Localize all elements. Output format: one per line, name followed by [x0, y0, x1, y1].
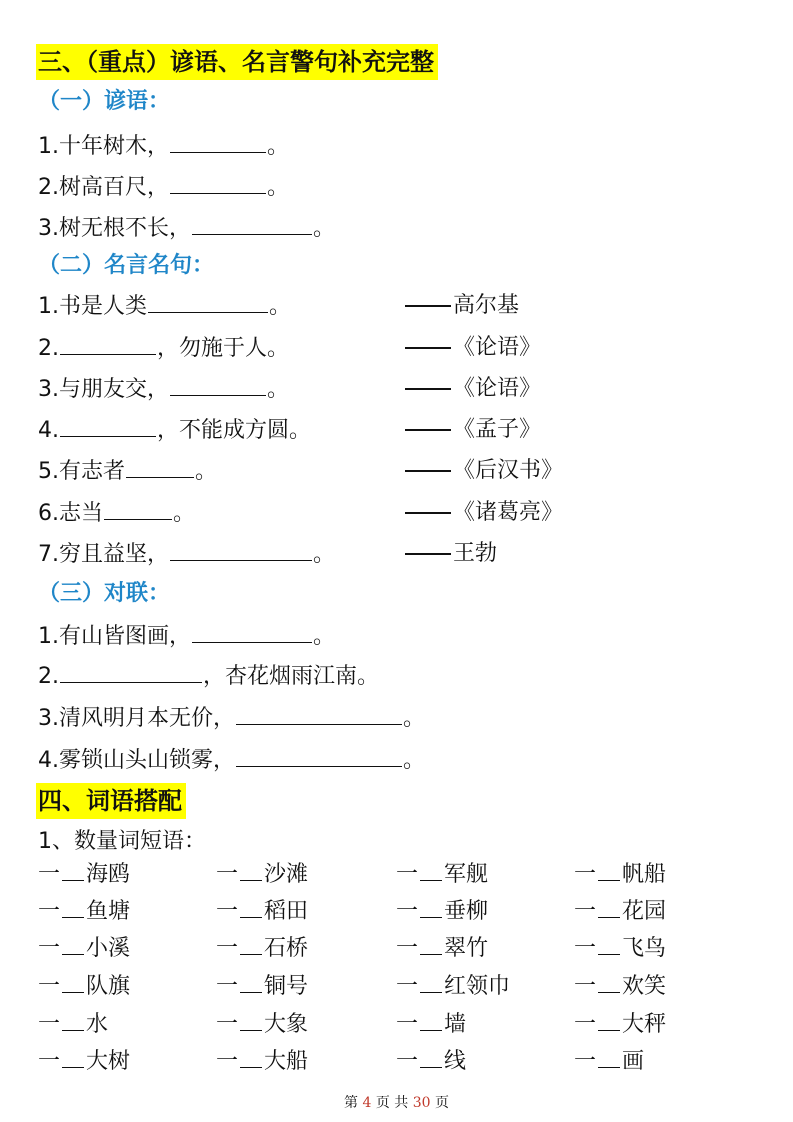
measure-word-blank[interactable]: [240, 1010, 262, 1031]
measure-word-item: [396, 972, 510, 1002]
noun: 墙: [444, 1012, 467, 1037]
measure-word-subtitle: 1、数量词短语：: [38, 829, 206, 854]
measure-word-item: [396, 934, 488, 964]
quote-attribution: [405, 414, 541, 446]
line-suffix: ，不能成方圆。: [157, 418, 312, 443]
numeral-yi: 一: [396, 862, 419, 887]
em-dash: [405, 429, 451, 431]
numeral-yi: 一: [38, 974, 61, 999]
answer-blank[interactable]: [60, 332, 156, 355]
numeral-yi: 一: [38, 899, 61, 924]
noun: 翠竹: [444, 936, 489, 961]
line-prefix: 7.穷且益坚，: [38, 542, 169, 567]
measure-word-blank[interactable]: [598, 972, 620, 993]
page-footer: [0, 1092, 793, 1112]
numeral-yi: 一: [574, 974, 597, 999]
fill-blank-line: [38, 744, 425, 776]
fill-blank-line: [38, 290, 291, 322]
numeral-yi: 一: [38, 1049, 61, 1074]
line-prefix: 2.: [38, 664, 59, 689]
measure-word-item: [38, 1047, 130, 1077]
noun: 帆船: [622, 862, 667, 887]
numeral-yi: 一: [574, 862, 597, 887]
quotes-title: （二）名言名句：: [38, 253, 215, 278]
quote-attribution: [405, 290, 519, 322]
line-suffix: ，杏花烟雨江南。: [203, 664, 380, 689]
footer-mid: 页 共: [375, 1095, 409, 1111]
answer-blank[interactable]: [192, 212, 312, 235]
noun: 队旗: [86, 974, 131, 999]
measure-word-blank[interactable]: [240, 897, 262, 918]
line-prefix: 1.十年树木，: [38, 134, 169, 159]
line-prefix: 3.清风明月本无价，: [38, 706, 235, 731]
numeral-yi: 一: [216, 1049, 239, 1074]
numeral-yi: 一: [216, 1012, 239, 1037]
measure-word-blank[interactable]: [240, 1047, 262, 1068]
measure-word-item: [574, 1047, 644, 1077]
quote-attribution: [405, 455, 563, 487]
measure-word-item: [216, 897, 308, 927]
answer-blank[interactable]: [236, 744, 402, 767]
quote-author: 高尔基: [453, 293, 520, 318]
answer-blank[interactable]: [60, 660, 202, 683]
measure-word-blank[interactable]: [62, 897, 84, 918]
numeral-yi: 一: [396, 936, 419, 961]
footer-post: 页: [435, 1095, 449, 1111]
measure-word-blank[interactable]: [420, 897, 442, 918]
line-suffix: 。: [173, 501, 196, 526]
noun: 花园: [622, 899, 667, 924]
answer-blank[interactable]: [170, 538, 312, 561]
section4-title: 四、词语搭配: [36, 783, 186, 819]
quote-author: 《诸葛亮》: [453, 500, 564, 525]
measure-word-item: [574, 972, 666, 1002]
measure-word-blank[interactable]: [240, 934, 262, 955]
measure-word-blank[interactable]: [420, 972, 442, 993]
numeral-yi: 一: [574, 899, 597, 924]
section3-title: 三、（重点）谚语、名言警句补充完整: [36, 44, 438, 80]
measure-word-blank[interactable]: [420, 1047, 442, 1068]
line-suffix: 。: [269, 294, 292, 319]
line-prefix: 1.有山皆图画，: [38, 624, 191, 649]
line-suffix: 。: [313, 216, 336, 241]
answer-blank[interactable]: [148, 290, 268, 313]
line-prefix: 3.树无根不长，: [38, 216, 191, 241]
line-suffix: 。: [195, 459, 218, 484]
noun: 鱼塘: [86, 899, 131, 924]
numeral-yi: 一: [38, 862, 61, 887]
em-dash: [405, 347, 451, 349]
line-prefix: 4.: [38, 418, 59, 443]
fill-blank-line: [38, 332, 289, 364]
couplets-title: （三）对联：: [38, 581, 171, 606]
quote-attribution: [405, 538, 497, 570]
measure-word-item: [216, 972, 308, 1002]
fill-blank-line: [38, 171, 289, 203]
quote-author: 《后汉书》: [453, 458, 564, 483]
measure-word-item: [396, 897, 488, 927]
numeral-yi: 一: [38, 1012, 61, 1037]
measure-word-blank[interactable]: [62, 860, 84, 881]
em-dash: [405, 388, 451, 390]
measure-word-item: [574, 934, 666, 964]
answer-blank[interactable]: [236, 702, 402, 725]
measure-word-item: [38, 972, 130, 1002]
answer-blank[interactable]: [192, 620, 312, 643]
line-prefix: 5.有志者: [38, 459, 125, 484]
answer-blank[interactable]: [170, 373, 266, 396]
noun: 垂柳: [444, 899, 489, 924]
measure-word-item: [396, 860, 488, 890]
quote-author: 《孟子》: [453, 417, 542, 442]
numeral-yi: 一: [574, 1049, 597, 1074]
quote-attribution: [405, 373, 541, 405]
answer-blank[interactable]: [170, 171, 266, 194]
quote-author: 《论语》: [453, 376, 542, 401]
measure-word-item: [396, 1047, 466, 1077]
quote-attribution: [405, 332, 541, 364]
noun: 线: [444, 1049, 467, 1074]
noun: 飞鸟: [622, 936, 667, 961]
em-dash: [405, 470, 451, 472]
fill-blank-line: [38, 414, 311, 446]
fill-blank-line: [38, 130, 289, 162]
em-dash: [405, 512, 451, 514]
fill-blank-line: [38, 212, 335, 244]
fill-blank-line: [38, 620, 335, 652]
quote-author: 王勃: [453, 541, 498, 566]
line-prefix: 6.志当: [38, 501, 103, 526]
footer-pre: 第: [343, 1095, 358, 1111]
answer-blank[interactable]: [126, 455, 194, 478]
line-prefix: 1.书是人类: [38, 294, 147, 319]
line-prefix: 2.树高百尺，: [38, 175, 169, 200]
noun: 大树: [86, 1049, 131, 1074]
line-suffix: 。: [313, 542, 336, 567]
measure-word-blank[interactable]: [420, 1010, 442, 1031]
noun: 大船: [264, 1049, 309, 1074]
line-prefix: 4.雾锁山头山锁雾，: [38, 748, 235, 773]
answer-blank[interactable]: [60, 414, 156, 437]
measure-word-blank[interactable]: [598, 897, 620, 918]
measure-word-item: [38, 934, 130, 964]
measure-word-blank[interactable]: [240, 972, 262, 993]
line-suffix: 。: [267, 377, 290, 402]
numeral-yi: 一: [38, 936, 61, 961]
measure-word-blank[interactable]: [598, 1010, 620, 1031]
fill-blank-line: [38, 373, 289, 405]
quote-attribution: [405, 497, 563, 529]
noun: 红领巾: [444, 974, 511, 999]
noun: 石桥: [264, 936, 309, 961]
line-suffix: 。: [313, 624, 336, 649]
line-prefix: 2.: [38, 336, 59, 361]
footer-page-number: 4: [362, 1095, 372, 1111]
noun: 军舰: [444, 862, 489, 887]
numeral-yi: 一: [216, 899, 239, 924]
numeral-yi: 一: [216, 974, 239, 999]
fill-blank-line: [38, 455, 217, 487]
measure-word-item: [216, 934, 308, 964]
measure-word-item: [38, 897, 130, 927]
fill-blank-line: [38, 497, 195, 529]
answer-blank[interactable]: [170, 130, 266, 153]
quote-author: 《论语》: [453, 335, 542, 360]
em-dash: [405, 553, 451, 555]
noun: 沙滩: [264, 862, 309, 887]
noun: 水: [86, 1012, 109, 1037]
line-suffix: 。: [267, 175, 290, 200]
measure-word-blank[interactable]: [598, 1047, 620, 1068]
noun: 大秤: [622, 1012, 667, 1037]
measure-word-blank[interactable]: [598, 860, 620, 881]
measure-word-blank[interactable]: [598, 934, 620, 955]
fill-blank-line: [38, 702, 425, 734]
fill-blank-line: [38, 660, 379, 692]
measure-word-item: [216, 860, 308, 890]
measure-word-blank[interactable]: [420, 860, 442, 881]
numeral-yi: 一: [216, 936, 239, 961]
measure-word-blank[interactable]: [62, 934, 84, 955]
measure-word-item: [574, 860, 666, 890]
line-suffix: 。: [403, 748, 426, 773]
numeral-yi: 一: [396, 899, 419, 924]
measure-word-blank[interactable]: [62, 1047, 84, 1068]
line-suffix: 。: [403, 706, 426, 731]
line-prefix: 3.与朋友交，: [38, 377, 169, 402]
numeral-yi: 一: [216, 862, 239, 887]
numeral-yi: 一: [396, 1049, 419, 1074]
measure-word-blank[interactable]: [420, 934, 442, 955]
measure-word-item: [216, 1010, 308, 1040]
measure-word-item: [396, 1010, 466, 1040]
noun: 小溪: [86, 936, 131, 961]
noun: 画: [622, 1049, 645, 1074]
numeral-yi: 一: [574, 1012, 597, 1037]
line-suffix: ，勿施于人。: [157, 336, 290, 361]
noun: 大象: [264, 1012, 309, 1037]
numeral-yi: 一: [396, 1012, 419, 1037]
measure-word-blank[interactable]: [62, 1010, 84, 1031]
noun: 铜号: [264, 974, 309, 999]
measure-word-blank[interactable]: [62, 972, 84, 993]
line-suffix: 。: [267, 134, 290, 159]
numeral-yi: 一: [396, 974, 419, 999]
em-dash: [405, 305, 451, 307]
measure-word-item: [216, 1047, 308, 1077]
noun: 欢笑: [622, 974, 667, 999]
fill-blank-line: [38, 538, 335, 570]
noun: 海鸥: [86, 862, 131, 887]
measure-word-item: [574, 1010, 666, 1040]
measure-word-blank[interactable]: [240, 860, 262, 881]
noun: 稻田: [264, 899, 309, 924]
measure-word-item: [38, 1010, 108, 1040]
numeral-yi: 一: [574, 936, 597, 961]
proverbs-title: （一）谚语：: [38, 89, 171, 114]
measure-word-item: [574, 897, 666, 927]
footer-total-pages: 30: [412, 1095, 431, 1111]
measure-word-item: [38, 860, 130, 890]
answer-blank[interactable]: [104, 497, 172, 520]
